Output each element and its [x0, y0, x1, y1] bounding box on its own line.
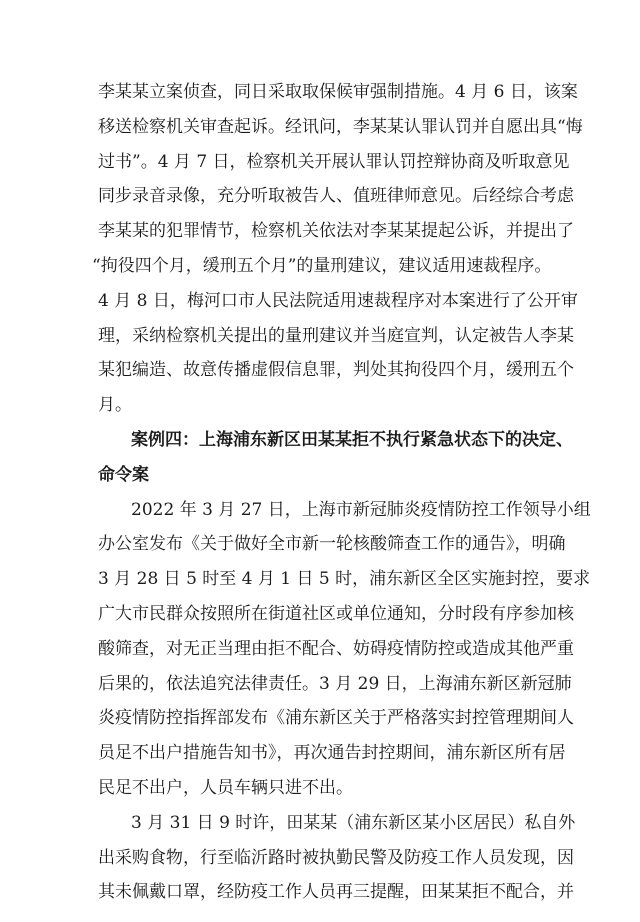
case-heading-text: 案例四：上海浦东新区田某某拒不执行紧急状态下的决定、 [131, 430, 573, 450]
text-line-content: 理，采纳检察机关提出的量刑建议并当庭宣判，认定被告人李某 [98, 326, 574, 346]
text-line-content: 3 月 28 日 5 时至 4 月 1 日 5 时，浦东新区全区实施封控，要求 [98, 569, 591, 589]
case-heading [0, 430, 640, 470]
text-line [0, 82, 640, 122]
text-line [0, 395, 640, 435]
text-line [0, 604, 640, 644]
case-heading [0, 465, 640, 505]
text-line [0, 291, 640, 331]
text-line-content: 2022 年 3 月 27 日，上海市新冠肺炎疫情防控工作领导小组 [131, 500, 591, 520]
text-line-content: 出采购食物，行至临沂路时被执勤民警及防疫工作人员发现，因 [98, 848, 574, 868]
text-line-content: 后果的，依法追究法律责任。3 月 29 日，上海浦东新区新冠肺 [98, 674, 572, 694]
text-line [0, 256, 640, 296]
case-heading-text: 命令案 [98, 465, 149, 485]
text-line-content: 办公室发布《关于做好全市新一轮核酸筛查工作的通告》，明确 [98, 534, 566, 554]
text-line-content: 李某某的犯罪情节，检察机关依法对李某某提起公诉，并提出了 [98, 221, 574, 241]
text-line-content: 移送检察机关审查起诉。经讯问，李某某认罪认罚并自愿出具“悔 [98, 117, 583, 137]
text-line-content: 同步录音录像，充分听取被告人、值班律师意见。后经综合考虑 [98, 186, 574, 206]
text-line-content: 员足不出户措施告知书》，再次通告封控期间，浦东新区所有居 [98, 743, 566, 763]
text-line-content: 李某某立案侦查，同日采取取保候审强制措施。4 月 6 日，该案 [98, 82, 578, 102]
text-line-content: 其未佩戴口罩，经防疫工作人员再三提醒，田某某拒不配合，并 [98, 882, 574, 902]
text-line [0, 778, 640, 818]
text-line [0, 117, 640, 157]
text-line [0, 534, 640, 574]
text-line-content: 广大市民群众按照所在街道社区或单位通知，分时段有序参加核 [98, 604, 574, 624]
text-line-content: 3 月 31 日 9 时许，田某某（浦东新区某小区居民）私自外 [131, 813, 576, 833]
text-line [0, 708, 640, 748]
text-line [0, 360, 640, 400]
text-line-content: 过书”。4 月 7 日，检察机关开展认罪认罚控辩协商及听取意见 [98, 152, 570, 172]
text-line [0, 569, 640, 609]
text-line [0, 186, 640, 226]
text-line-content: “拘役四个月，缓刑五个月”的量刑建议，建议适用速裁程序。 [92, 256, 552, 276]
text-line [0, 743, 640, 783]
text-line [0, 639, 640, 679]
text-line-content: 民足不出户，人员车辆只进不出。 [98, 778, 353, 798]
text-line-content: 炎疫情防控指挥部发布《浦东新区关于严格落实封控管理期间人 [98, 708, 574, 728]
text-line-content: 月。 [98, 395, 132, 415]
text-line-content: 酸筛查，对无正当理由拒不配合、妨碍疫情防控或造成其他严重 [98, 639, 574, 659]
text-line [0, 813, 640, 853]
text-line-content: 某犯编造、故意传播虚假信息罪，判处其拘役四个月，缓刑五个 [98, 360, 574, 380]
text-line [0, 882, 640, 922]
text-line [0, 221, 640, 261]
text-line-content: 4 月 8 日，梅河口市人民法院适用速裁程序对本案进行了公开审 [98, 291, 578, 311]
